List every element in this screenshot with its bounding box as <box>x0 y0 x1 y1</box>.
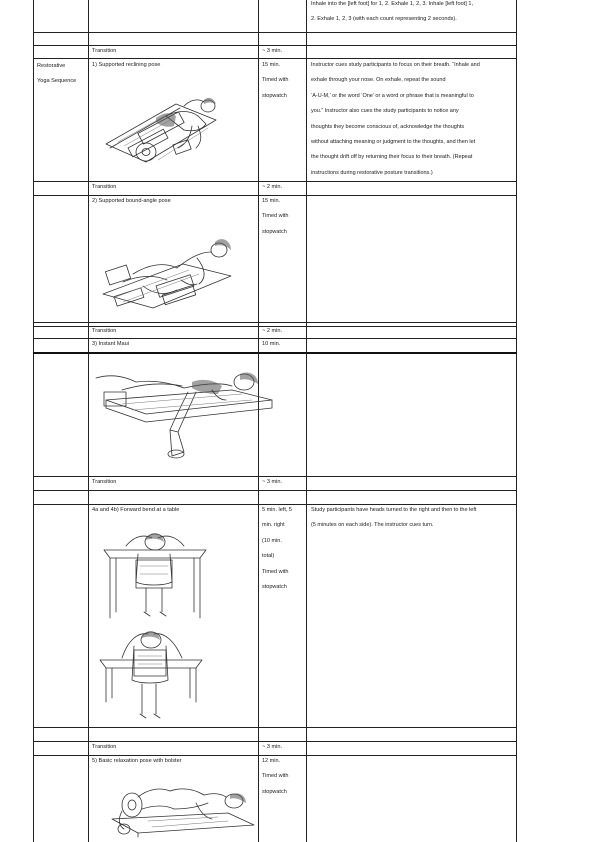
transition-time: ~ 2 min. <box>262 328 283 334</box>
row-line <box>33 352 517 354</box>
transition-label: Transition <box>92 744 117 750</box>
section-label: Restorative <box>37 63 66 69</box>
basic-relaxation-pose-icon <box>108 775 258 837</box>
row-line <box>33 476 517 477</box>
forward-bend-at-table-icon <box>96 620 206 720</box>
row-line <box>33 45 517 46</box>
transition-time: ~ 3 min. <box>262 744 283 750</box>
pose-instructions: Study participants have heads turned to the right and then to the left (5 minutes on each side). The instructor cues turn. <box>311 507 477 529</box>
column-divider-instructions <box>306 0 307 842</box>
row-line <box>33 326 517 327</box>
instant-maui-pose-icon <box>92 360 282 470</box>
table-border-right <box>516 0 517 842</box>
pose-label: 5) Basic relaxation pose with bolster <box>92 758 182 764</box>
supported-bound-angle-pose-icon <box>93 224 243 314</box>
transition-label: Transition <box>92 48 117 54</box>
row-line <box>33 490 517 491</box>
pose-time: 15 min. Timed with stopwatch <box>262 198 289 235</box>
row-line <box>33 741 517 742</box>
column-divider-label <box>88 0 89 842</box>
transition-label: Transition <box>92 479 117 485</box>
breath-count-instruction-line1: Inhale into the [left foot] for 1, 2. Exhale 1, 2, 3. Inhale [left foot] 1, <box>311 1 474 7</box>
transition-label: Transition <box>92 328 117 334</box>
pose-instructions: Instructor cues study participants to focus on their breath. “Inhale and exhale through your nose. On exhale, repeat the sound ‘A-U-M,’ or the word ‘One’ or a word or phrase that is meaningful to you.” Instructor also cues the study participants to notice any thoughts they become conscious of, acknowledge the thoughts without attaching meaning or judgment to the thoughts, and then let the thought drift off by returning their focus to their breath. (Repeat instructions during restorative posture transitions.) <box>311 62 480 176</box>
forward-bend-at-table-icon <box>100 520 210 620</box>
pose-label: 3) Instant Maui <box>92 341 129 347</box>
row-line <box>33 727 517 728</box>
pose-time: 5 min. left, 5 min. right (10 min. total) Timed with stopwatch <box>262 507 292 591</box>
pose-label: 4a and 4b) Forward bend at a table <box>92 507 180 513</box>
transition-time: ~ 3 min. <box>262 48 283 54</box>
row-line <box>33 338 517 339</box>
breath-count-instruction-line2: 2. Exhale 1, 2, 3 (with each count representing 2 seconds). <box>311 16 457 22</box>
pose-label: 2) Supported bound-angle pose <box>92 198 171 204</box>
transition-label: Transition <box>92 184 117 190</box>
row-line <box>33 32 517 33</box>
pose-label: 1) Supported reclining pose <box>92 62 161 68</box>
table-border-left <box>33 0 34 842</box>
transition-time: ~ 2 min. <box>262 184 283 190</box>
row-line <box>33 322 517 323</box>
pose-time: 15 min. Timed with stopwatch <box>262 62 289 99</box>
section-label: Yoga Sequence <box>37 78 77 84</box>
supported-reclining-pose-icon <box>98 82 238 172</box>
transition-time: ~ 3 min. <box>262 479 283 485</box>
pose-time: 10 min. <box>262 341 281 347</box>
pose-time: 12 min. Timed with stopwatch <box>262 758 289 795</box>
